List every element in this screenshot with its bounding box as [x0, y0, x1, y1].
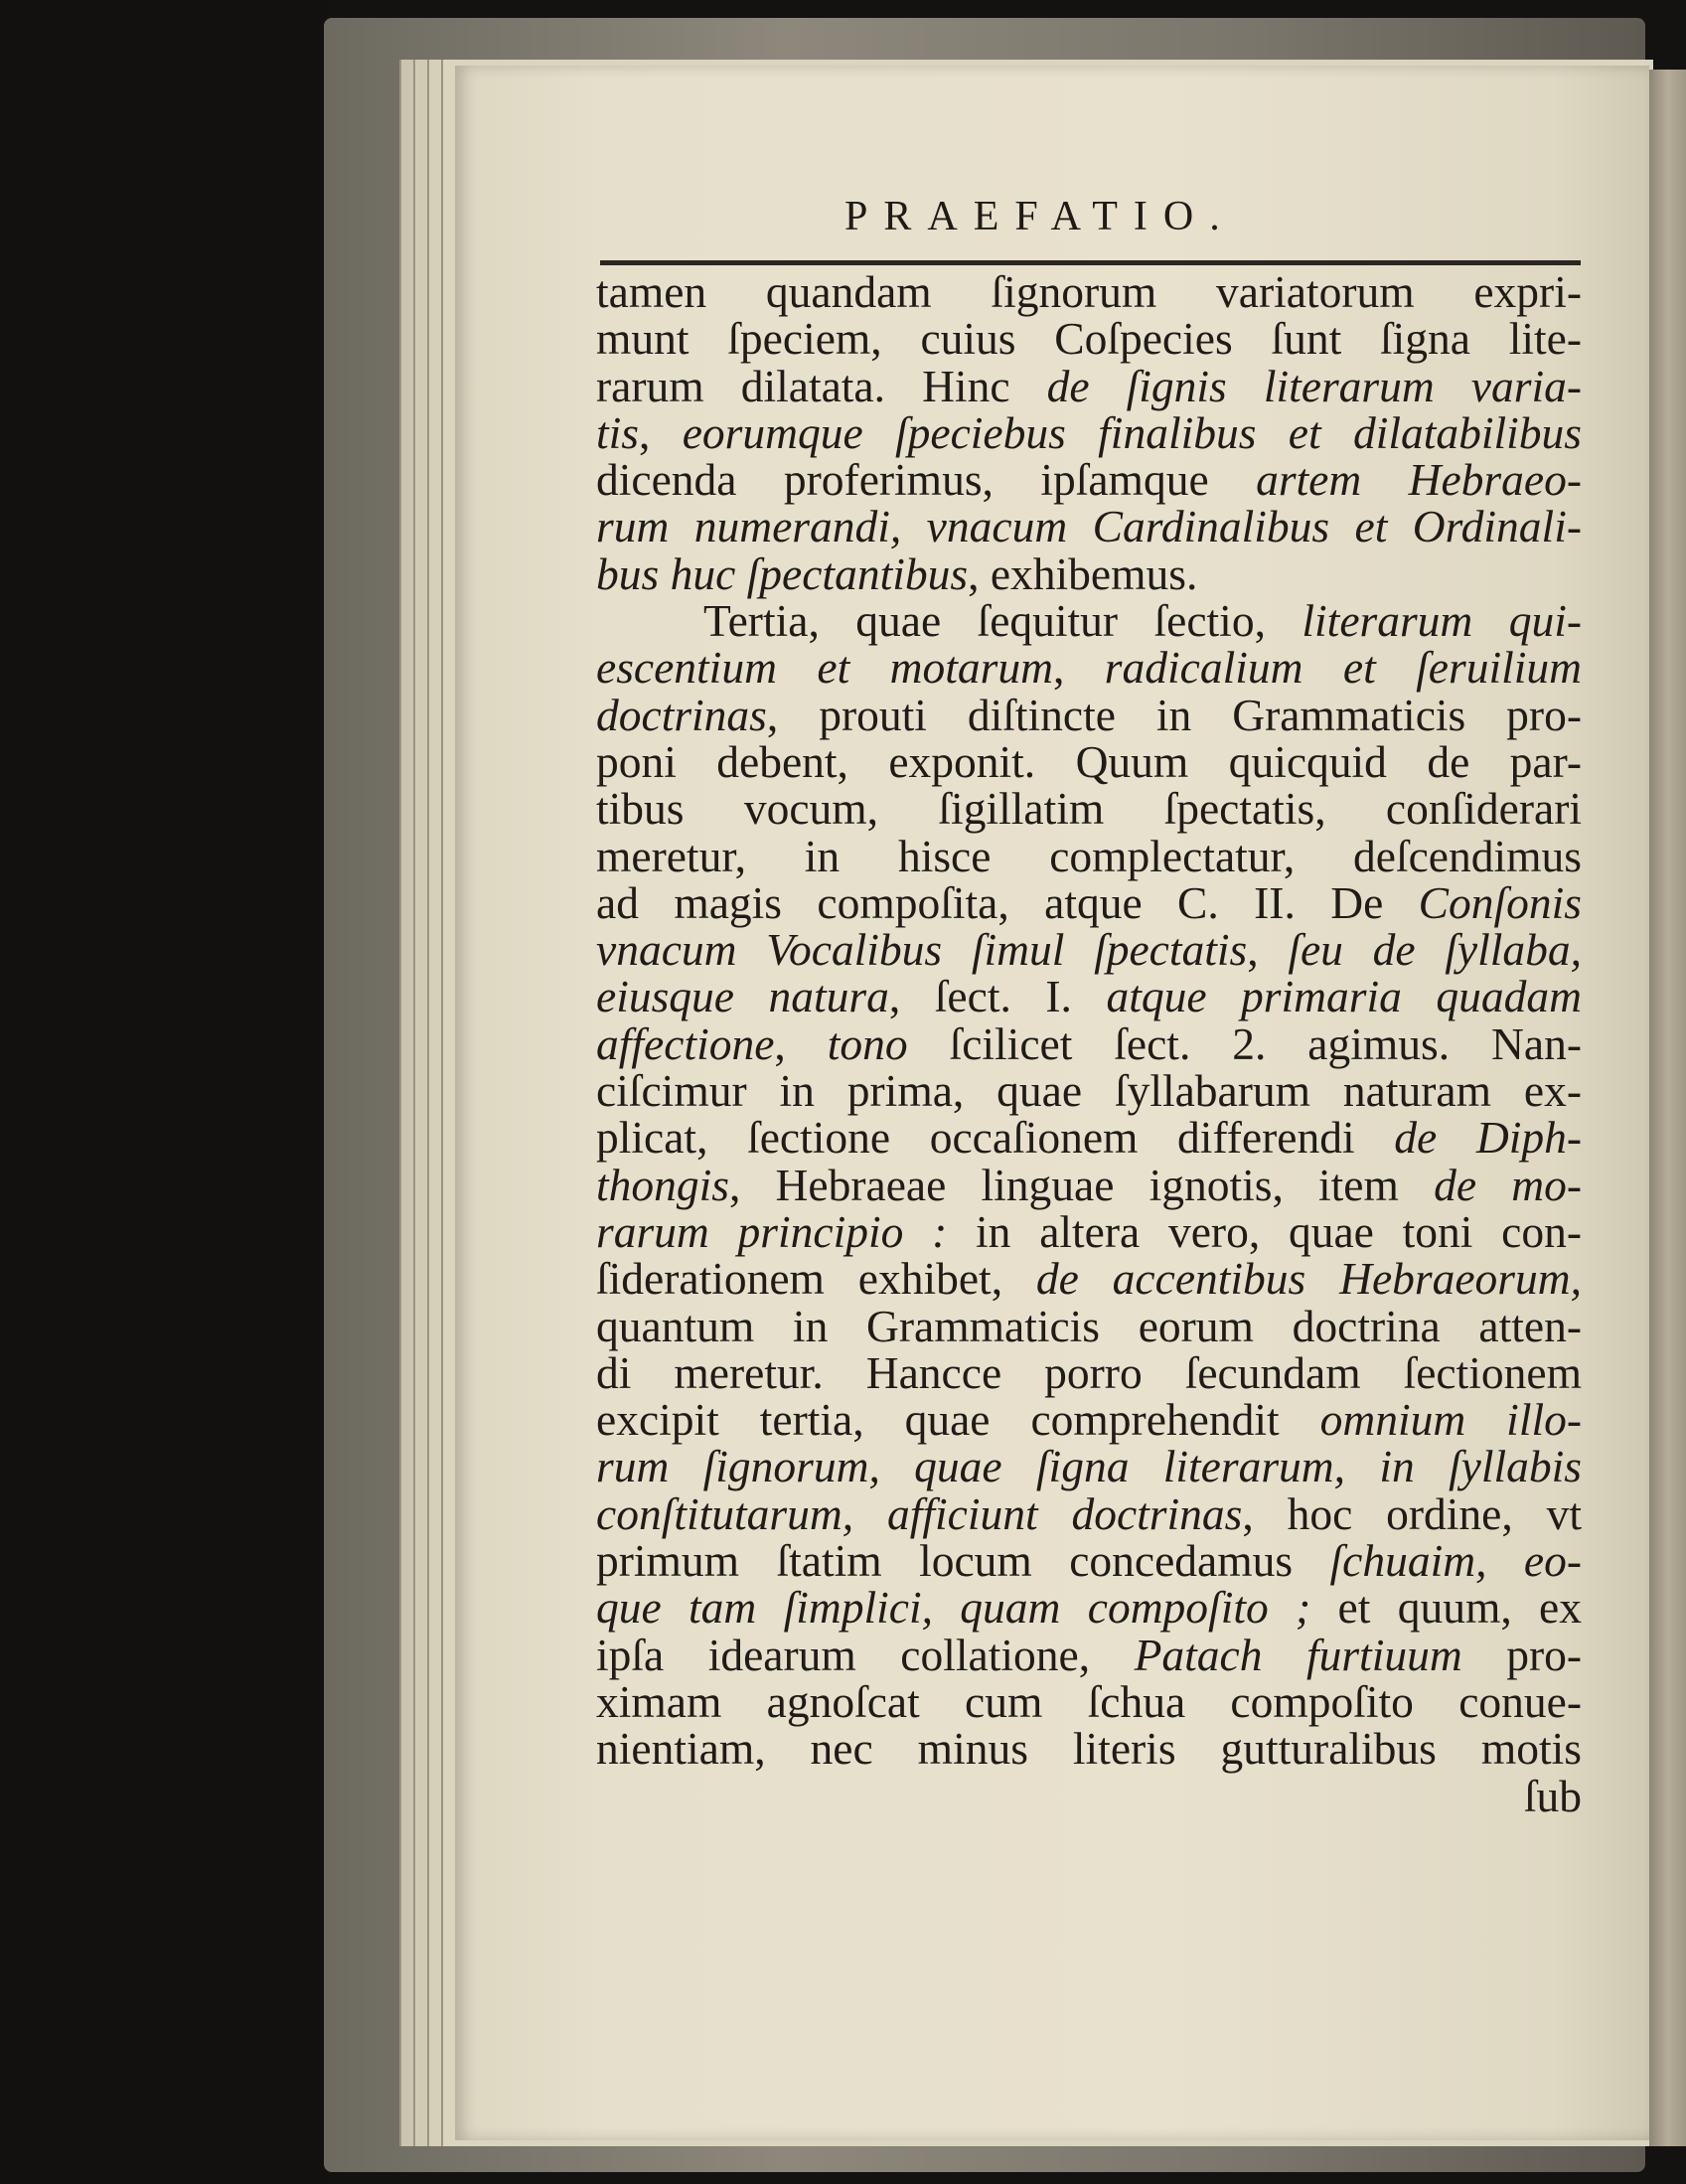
italic-run: affectione: [596, 1017, 775, 1069]
text-run: excipit tertia, quae comprehendit: [596, 1394, 1320, 1446]
italic-run: ſchuaim, eo-: [1329, 1535, 1582, 1587]
text-run: ſiderationem exhibet,: [596, 1253, 1036, 1305]
text-run: ipſa idearum collatione,: [596, 1629, 1135, 1680]
italic-run: rarum principio :: [596, 1205, 948, 1257]
italic-run: tono: [827, 1017, 908, 1069]
italic-run: omnium illo-: [1319, 1394, 1582, 1446]
text-run: in altera vero, quae toni con-: [947, 1205, 1583, 1257]
italic-run: Patach furtiuum: [1134, 1629, 1462, 1680]
text-run: , hoc ordine, vt: [1242, 1487, 1583, 1539]
italic-run: vnacum Vocalibus ſimul ſpectatis: [596, 924, 1248, 976]
italic-run: de ſignis literarum varia-: [1046, 360, 1582, 411]
text-line: [596, 1629, 1583, 1680]
text-line: [596, 547, 1582, 599]
text-run: di meretur. Hancce porro ſecundam ſectionem: [596, 1346, 1582, 1398]
italic-run: eiusque natura: [596, 971, 889, 1022]
text-run: ad magis compoſita, atque C. II. De: [596, 876, 1419, 928]
text-line: [596, 1487, 1583, 1539]
text-line: [596, 1205, 1583, 1257]
text-run: , prouti diſtincte in Grammaticis pro-: [766, 689, 1582, 740]
catchword: ſub: [1523, 1770, 1582, 1821]
italic-run: thongis: [596, 1159, 729, 1210]
text-line: [596, 924, 1582, 976]
text-line: [596, 1723, 1582, 1775]
text-line: [596, 1582, 1582, 1634]
text-run: meretur, in hisce complectatur, deſcendimus: [596, 830, 1582, 881]
text-run: quantum in Grammaticis eorum doctrina atten-: [596, 1300, 1582, 1351]
text-run: nientiam, nec minus literis gutturalibus motis: [596, 1723, 1582, 1775]
text-line: [596, 876, 1582, 928]
text-run: tamen quandam ſignorum variatorum expri-: [596, 266, 1582, 317]
italic-run: tis: [596, 406, 639, 458]
text-line: [596, 1017, 1583, 1069]
italic-run: de mo-: [1434, 1159, 1582, 1210]
dark-background: [0, 0, 328, 2184]
text-run: ,: [639, 406, 683, 458]
italic-run: de Diph-: [1394, 1112, 1582, 1164]
text-run: ximam agnoſcat cum ſchua compoſito conue-: [596, 1675, 1582, 1727]
text-run: ſcilicet ſect. 2. agimus. Nan-: [907, 1017, 1583, 1069]
text-line: [596, 783, 1582, 835]
text-line: [596, 1253, 1582, 1305]
text-run: rarum dilatata. Hinc: [596, 360, 1047, 411]
text-run: dicenda proferimus, ipſamque: [596, 454, 1257, 506]
text-line: [596, 406, 1583, 458]
italic-run: rum numerandi, vnacum Cardinalibus et Ordinali-: [596, 501, 1582, 552]
running-head: PRAEFATIO.: [844, 194, 1236, 239]
italic-run: escentium et motarum: [596, 642, 1053, 694]
facing-page-edge: [1649, 70, 1686, 2146]
italic-run: literarum qui-: [1302, 595, 1583, 647]
text-line: [596, 1441, 1582, 1492]
text-line: [596, 971, 1583, 1022]
text-run: poni debent, exponit. Quum quicquid de par-: [596, 735, 1582, 787]
text-run: et quum, ex: [1310, 1582, 1582, 1634]
text-line: [596, 1159, 1582, 1210]
italic-run: rum ſignorum, quae ſigna literarum, in ſyllabis: [596, 1441, 1582, 1492]
text-line: [596, 1300, 1582, 1351]
text-line: [596, 1535, 1582, 1587]
text-line: [596, 642, 1582, 694]
text-run: primum ſtatim locum concedamus: [596, 1535, 1330, 1587]
text-line: [596, 830, 1582, 881]
body-text: [596, 268, 1582, 1819]
text-run: pro-: [1461, 1629, 1583, 1680]
italic-run: que tam ſimplici, quam compoſito ;: [596, 1582, 1311, 1634]
text-run: plicat, ſectione occaſionem differendi: [596, 1112, 1395, 1164]
italic-run: ſeu de ſyllaba,: [1288, 924, 1582, 976]
text-line: [596, 360, 1582, 411]
italic-run: conſtitutarum, afficiunt doctrinas: [596, 1487, 1243, 1539]
text-run: , exhibemus.: [968, 547, 1198, 599]
header-rule: [600, 260, 1581, 265]
text-line: [596, 313, 1582, 365]
text-run: , ſect. I.: [888, 971, 1107, 1022]
text-line: [596, 268, 1582, 315]
text-line: [596, 735, 1582, 787]
italic-run: bus huc ſpectantibus: [596, 547, 969, 599]
text-run: ,: [774, 1017, 828, 1069]
text-line: [596, 1065, 1582, 1117]
text-run: tibus vocum, ſigillatim ſpectatis, conſiderari: [596, 783, 1582, 835]
text-line: [596, 595, 1583, 647]
text-run: munt ſpeciem, cuius Coſpecies ſunt ſigna lite-: [596, 313, 1582, 365]
italic-run: de accentibus Hebraeorum,: [1035, 1253, 1582, 1305]
italic-run: artem Hebraeo-: [1256, 454, 1582, 506]
text-line: [596, 454, 1582, 506]
text-run: Tertia, quae ſequitur ſectio,: [703, 595, 1303, 647]
italic-run: radicalium et ſeruilium: [1104, 642, 1582, 694]
text-run: ciſcimur in prima, quae ſyllabarum naturam ex-: [596, 1065, 1582, 1117]
text-line: [596, 501, 1582, 552]
text-run: ,: [1052, 642, 1105, 694]
text-run: , Hebraeae linguae ignotis, item: [729, 1159, 1435, 1210]
italic-run: eorumque ſpeciebus finalibus et dilatabilibus: [682, 406, 1583, 458]
text-line: [596, 1112, 1582, 1164]
italic-run: doctrinas: [596, 689, 767, 740]
text-line: [596, 1394, 1582, 1446]
text-line: [596, 689, 1582, 740]
italic-run: atque primaria quadam: [1106, 971, 1583, 1022]
text-line: [596, 1346, 1582, 1398]
text-line: [596, 1675, 1582, 1727]
italic-run: Conſonis: [1418, 876, 1582, 928]
text-run: ,: [1247, 924, 1289, 976]
